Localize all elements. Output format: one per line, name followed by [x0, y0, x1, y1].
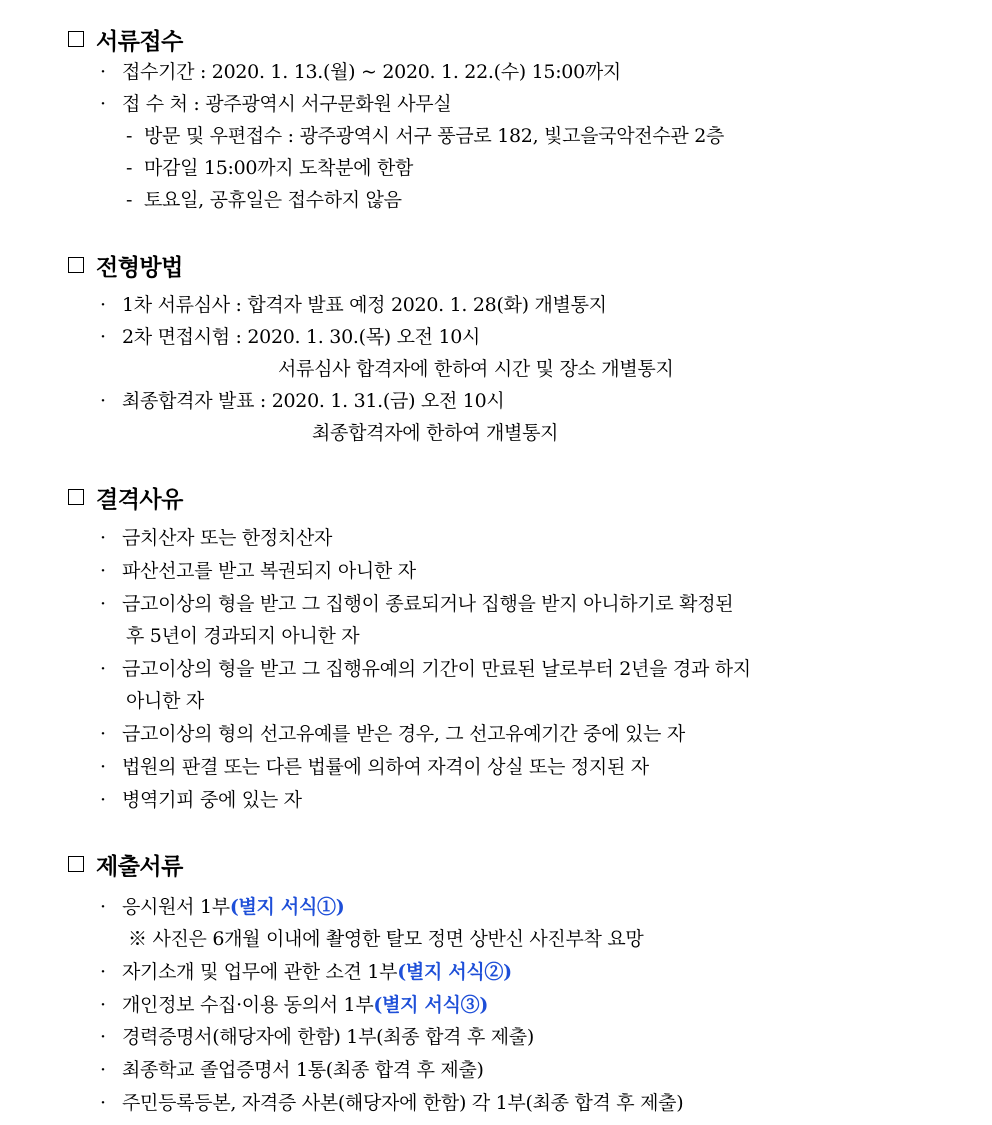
bullet: ·	[100, 994, 106, 1016]
list-item	[100, 719, 685, 749]
bullet: ·	[100, 527, 106, 549]
bullet: ·	[100, 658, 106, 680]
item-text: 자기소개 및 업무에 관한 소견 1부	[122, 961, 398, 983]
list-item	[100, 654, 751, 684]
list-item	[100, 57, 621, 87]
bullet: ·	[100, 294, 106, 316]
item-text: 아니한 자	[126, 690, 204, 712]
item-text: 토요일, 공휴일은 접수하지 않음	[144, 189, 402, 211]
list-item-continuation	[278, 354, 674, 384]
bullet: ·	[100, 560, 106, 582]
bullet: ·	[100, 896, 106, 918]
item-text: 주민등록등본, 자격증 사본(해당자에 한함) 각 1부(최종 합격 후 제출)	[122, 1092, 684, 1114]
bullet: ·	[100, 1092, 106, 1114]
bullet: ·	[100, 593, 106, 615]
list-item	[100, 1055, 484, 1085]
list-item	[100, 957, 512, 987]
bullet: ·	[100, 61, 106, 83]
item-text: 최종합격자에 한하여 개별통지	[312, 422, 559, 444]
item-text: 법원의 판결 또는 다른 법률에 의하여 자격이 상실 또는 정지된 자	[122, 756, 649, 778]
list-item	[100, 290, 607, 320]
item-text: 1차 서류심사 : 합격자 발표 예정 2020. 1. 28(화) 개별통지	[122, 294, 607, 316]
item-text: 금치산자 또는 한정치산자	[122, 527, 333, 549]
list-item	[100, 523, 332, 553]
checkbox-square-icon	[68, 489, 84, 505]
section-title: 제출서류	[96, 853, 183, 880]
bullet: ·	[100, 390, 106, 412]
item-text: 병역기피 중에 있는 자	[122, 789, 302, 811]
item-text: 후 5년이 경과되지 아니한 자	[126, 625, 360, 647]
section-heading-selection	[68, 248, 183, 282]
section-title: 결격사유	[96, 486, 183, 513]
list-item	[100, 589, 733, 619]
form-reference: (별지 서식①)	[229, 896, 345, 918]
bullet: ·	[100, 961, 106, 983]
list-item	[100, 89, 451, 119]
note-text: ※ 사진은 6개월 이내에 촬영한 탈모 정면 상반신 사진부착 요망	[128, 928, 644, 950]
item-text: 방문 및 우편접수 : 광주광역시 서구 풍금로 182, 빛고을국악전수관 2층	[144, 125, 725, 147]
item-text: 경력증명서(해당자에 한함) 1부(최종 합격 후 제출)	[122, 1026, 534, 1048]
list-item	[100, 785, 302, 815]
list-item	[100, 990, 488, 1020]
list-item	[100, 556, 416, 586]
list-item-continuation	[126, 686, 204, 716]
list-item	[100, 752, 649, 782]
list-item	[100, 892, 344, 922]
item-text: 금고이상의 형을 받고 그 집행유예의 기간이 만료된 날로부터 2년을 경과 하지	[122, 658, 751, 680]
dash: -	[126, 125, 133, 147]
item-text: 최종합격자 발표 : 2020. 1. 31.(금) 오전 10시	[122, 390, 505, 412]
item-text: 금고이상의 형을 받고 그 집행이 종료되거나 집행을 받지 아니하기로 확정된	[122, 593, 734, 615]
item-text: 마감일 15:00까지 도착분에 한함	[144, 157, 414, 179]
section-heading-documents	[68, 847, 183, 881]
item-text: 접 수 처 : 광주광역시 서구문화원 사무실	[122, 93, 452, 115]
item-text: 개인정보 수집·이용 동의서 1부	[122, 994, 374, 1016]
section-title: 서류접수	[96, 28, 183, 55]
sub-item	[126, 153, 413, 183]
sub-item	[126, 185, 402, 215]
section-heading-submission	[68, 22, 183, 56]
item-text: 서류심사 합격자에 한하여 시간 및 장소 개별통지	[278, 358, 674, 380]
item-text: 최종학교 졸업증명서 1통(최종 합격 후 제출)	[122, 1059, 484, 1081]
section-heading-disqualification	[68, 480, 183, 514]
note	[128, 924, 643, 954]
checkbox-square-icon	[68, 31, 84, 47]
bullet: ·	[100, 326, 106, 348]
bullet: ·	[100, 1026, 106, 1048]
list-item	[100, 322, 480, 352]
item-text: 응시원서 1부	[122, 896, 230, 918]
bullet: ·	[100, 723, 106, 745]
list-item	[100, 386, 504, 416]
bullet: ·	[100, 756, 106, 778]
list-item-continuation	[126, 621, 359, 651]
checkbox-square-icon	[68, 257, 84, 273]
dash: -	[126, 157, 133, 179]
bullet: ·	[100, 93, 106, 115]
item-text: 2차 면접시험 : 2020. 1. 30.(목) 오전 10시	[122, 326, 481, 348]
sub-item	[126, 121, 724, 151]
form-reference: (별지 서식②)	[397, 961, 512, 983]
list-item	[100, 1022, 534, 1052]
item-text: 접수기간 : 2020. 1. 13.(월) ~ 2020. 1. 22.(수) 15:00까지	[122, 61, 621, 83]
section-title: 전형방법	[96, 254, 183, 281]
item-text: 파산선고를 받고 복권되지 아니한 자	[122, 560, 416, 582]
dash: -	[126, 189, 133, 211]
checkbox-square-icon	[68, 856, 84, 872]
item-text: 금고이상의 형의 선고유예를 받은 경우, 그 선고유예기간 중에 있는 자	[122, 723, 685, 745]
form-reference: (별지 서식③)	[373, 994, 489, 1016]
list-item	[100, 1088, 683, 1118]
list-item-continuation	[312, 418, 558, 448]
bullet: ·	[100, 1059, 106, 1081]
bullet: ·	[100, 789, 106, 811]
